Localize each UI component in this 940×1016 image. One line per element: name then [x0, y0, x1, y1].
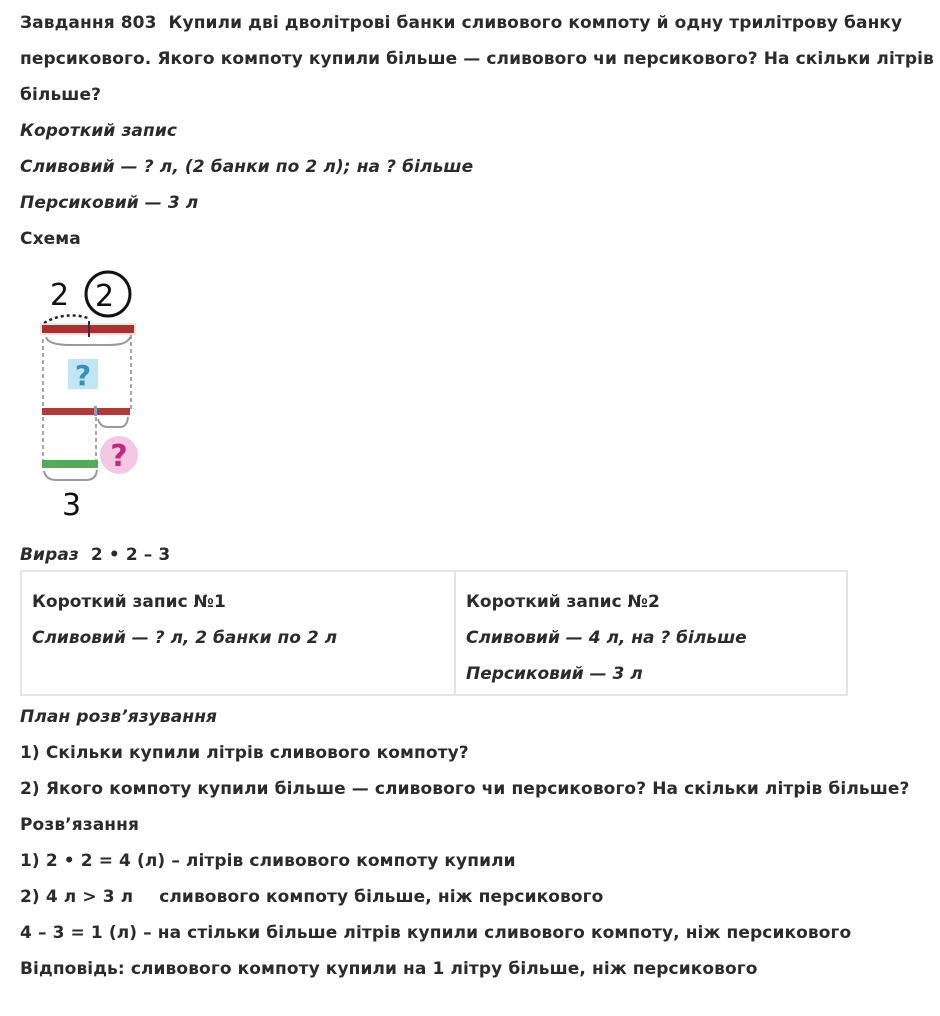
- task-text-line-1: [20, 11, 902, 35]
- task-text: Купили дві дволітрові банки сливового компоту й одну трилітрову банку: [168, 13, 903, 33]
- solution-step-1: 1) 2 • 2 = 4 (л) – літрів сливового компоту купили: [20, 851, 516, 871]
- question-mark-pink: ?: [110, 439, 128, 474]
- short-note-1-line-1: Сливовий — ? л, 2 банки по 2 л: [32, 628, 338, 648]
- short-note-2-line-2: Персиковий — 3 л: [466, 664, 643, 684]
- peach-bar: [42, 460, 98, 468]
- scheme-svg: [20, 265, 170, 525]
- solution-step-2-expression: 2) 4 л > 3 л: [20, 887, 134, 907]
- brace-difference: [98, 417, 128, 427]
- short-note-line-2: Персиковий — 3 л: [20, 193, 199, 213]
- dotted-arc: [44, 315, 88, 323]
- solution-step-3: 4 – 3 = 1 (л) – на стільки більше літрів купили сливового компоту, ніж персикового: [20, 923, 852, 943]
- short-notes-table: [20, 570, 848, 696]
- short-note-heading: Короткий запис: [20, 121, 178, 141]
- task-number: Завдання 803: [20, 13, 157, 33]
- short-note-1-cell: [22, 572, 456, 694]
- solution-step-2: [20, 885, 603, 909]
- short-note-1-title: Короткий запис №1: [32, 592, 226, 612]
- plan-step-1: 1) Скільки купили літрів сливового компоту?: [20, 743, 469, 763]
- solution-heading: Розв’язання: [20, 815, 140, 835]
- expression-value: 2 • 2 – 3: [90, 545, 171, 565]
- scheme-heading: Схема: [20, 229, 81, 249]
- plan-heading: План розв’язування: [20, 707, 218, 727]
- label-top-circled: 2: [95, 279, 115, 314]
- short-note-2-title: Короткий запис №2: [466, 592, 660, 612]
- plan-step-2: 2) Якого компоту купили більше — сливового чи персикового? На скільки літрів більше?: [20, 779, 910, 799]
- task-text-line-3: більше?: [20, 85, 102, 105]
- task-text-line-2: персикового. Якого компоту купили більше — сливового чи персикового? На скільки літрів: [20, 49, 934, 69]
- label-bottom: 3: [62, 488, 82, 523]
- expression-label: Вираз: [20, 545, 79, 565]
- solution-step-2-text: сливового компоту більше, ніж персикового: [159, 887, 604, 907]
- plum-bar-middle: [42, 408, 130, 415]
- scheme-diagram: [20, 265, 170, 525]
- question-mark-blue: ?: [74, 359, 92, 392]
- answer-line: Відповідь: сливового компоту купили на 1 літру більше, ніж персикового: [20, 959, 758, 979]
- brace-bottom: [44, 470, 97, 480]
- expression-line: [20, 543, 170, 567]
- short-note-2-cell: [456, 572, 846, 694]
- brace-top: [46, 337, 130, 345]
- bar-split-mark: [94, 406, 97, 416]
- label-top-left: 2: [50, 278, 70, 313]
- short-note-line-1: Сливовий — ? л, (2 банки по 2 л); на ? більше: [20, 157, 474, 177]
- short-note-2-line-1: Сливовий — 4 л, на ? більше: [466, 628, 747, 648]
